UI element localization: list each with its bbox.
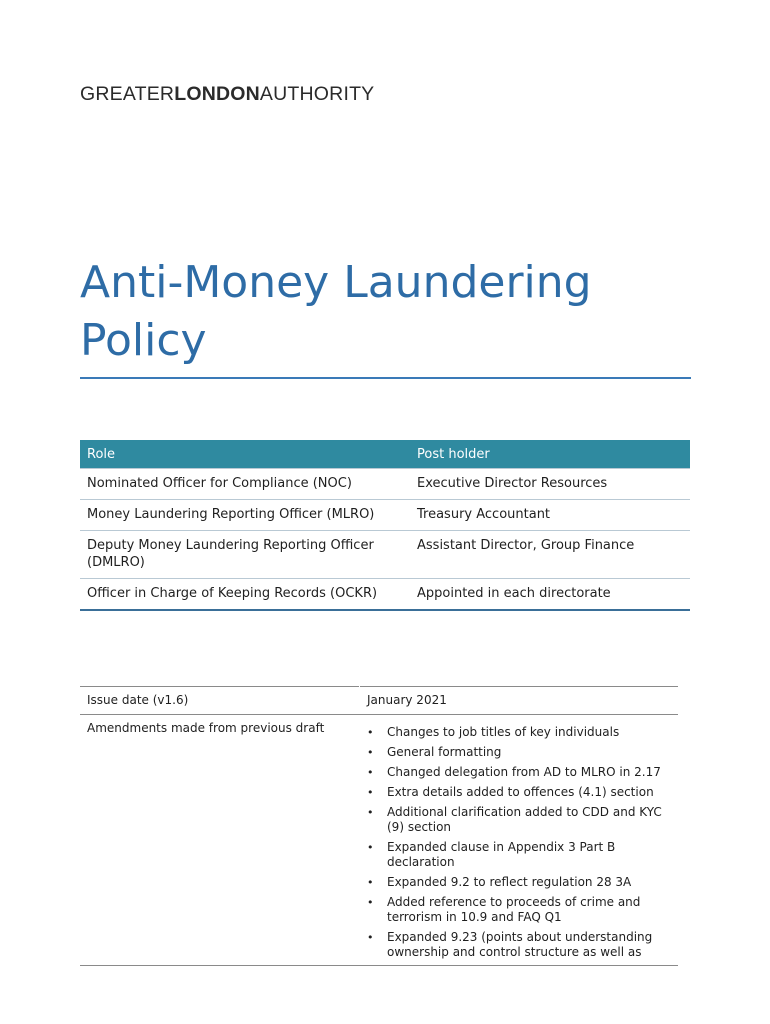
- roles-table: [80, 440, 690, 611]
- title-line-2: Policy: [80, 315, 207, 366]
- amendments-list: [367, 725, 671, 960]
- logo-authority: AUTHORITY: [259, 83, 375, 105]
- column-header-post-holder: Post holder: [410, 440, 690, 469]
- issue-date-label: Issue date (v1.6): [80, 687, 360, 715]
- list-item: [367, 785, 671, 800]
- title-divider: [80, 377, 691, 379]
- roles-header-row: [80, 440, 690, 469]
- list-item: [367, 930, 671, 960]
- gla-logo: [80, 83, 374, 106]
- bullet-icon: •: [367, 786, 374, 799]
- list-item: [367, 805, 671, 835]
- post-holder-cell: Treasury Accountant: [410, 500, 690, 531]
- table-row: [80, 579, 690, 611]
- amendment-text: Expanded 9.2 to reflect regulation 28 3A: [387, 875, 632, 889]
- list-item: [367, 840, 671, 870]
- title-line-1: Anti-Money Laundering: [80, 257, 592, 308]
- list-item: [367, 765, 671, 780]
- list-item: [367, 875, 671, 890]
- bullet-icon: •: [367, 746, 374, 759]
- logo-london: LONDON: [174, 83, 260, 105]
- role-cell: Officer in Charge of Keeping Records (OCKR): [80, 579, 410, 611]
- logo-greater: GREATER: [80, 83, 175, 105]
- amendment-text: Added reference to proceeds of crime and terrorism in 10.9 and FAQ Q1: [387, 895, 641, 924]
- amendment-text: General formatting: [387, 745, 502, 759]
- amendment-text: Changed delegation from AD to MLRO in 2.17: [387, 765, 661, 779]
- issue-date-row: [80, 687, 678, 715]
- list-item: [367, 745, 671, 760]
- amendments-row: [80, 715, 678, 966]
- post-holder-cell: Executive Director Resources: [410, 469, 690, 500]
- table-row: [80, 500, 690, 531]
- list-item: [367, 725, 671, 740]
- column-header-role: Role: [80, 440, 410, 469]
- amendment-text: Additional clarification added to CDD and KYC (9) section: [387, 805, 662, 834]
- role-cell: Deputy Money Laundering Reporting Officer (DMLRO): [80, 531, 410, 579]
- document-title: [80, 254, 700, 370]
- amendment-text: Changes to job titles of key individuals: [387, 725, 620, 739]
- amendments-cell: [360, 715, 679, 966]
- role-cell: Nominated Officer for Compliance (NOC): [80, 469, 410, 500]
- table-row: [80, 469, 690, 500]
- version-table: [80, 686, 678, 966]
- post-holder-cell: Assistant Director, Group Finance: [410, 531, 690, 579]
- amendment-text: Expanded clause in Appendix 3 Part B declaration: [387, 840, 616, 869]
- bullet-icon: •: [367, 931, 374, 944]
- list-item: [367, 895, 671, 925]
- bullet-icon: •: [367, 896, 374, 909]
- amendment-text: Extra details added to offences (4.1) section: [387, 785, 654, 799]
- amendment-text: Expanded 9.23 (points about understanding ownership and control structure as well as: [387, 930, 653, 959]
- role-cell: Money Laundering Reporting Officer (MLRO): [80, 500, 410, 531]
- bullet-icon: •: [367, 806, 374, 819]
- bullet-icon: •: [367, 841, 374, 854]
- bullet-icon: •: [367, 766, 374, 779]
- post-holder-cell: Appointed in each directorate: [410, 579, 690, 611]
- issue-date-value: January 2021: [360, 687, 679, 715]
- bullet-icon: •: [367, 876, 374, 889]
- amendments-label: Amendments made from previous draft: [80, 715, 360, 966]
- bullet-icon: •: [367, 726, 374, 739]
- table-row: [80, 531, 690, 579]
